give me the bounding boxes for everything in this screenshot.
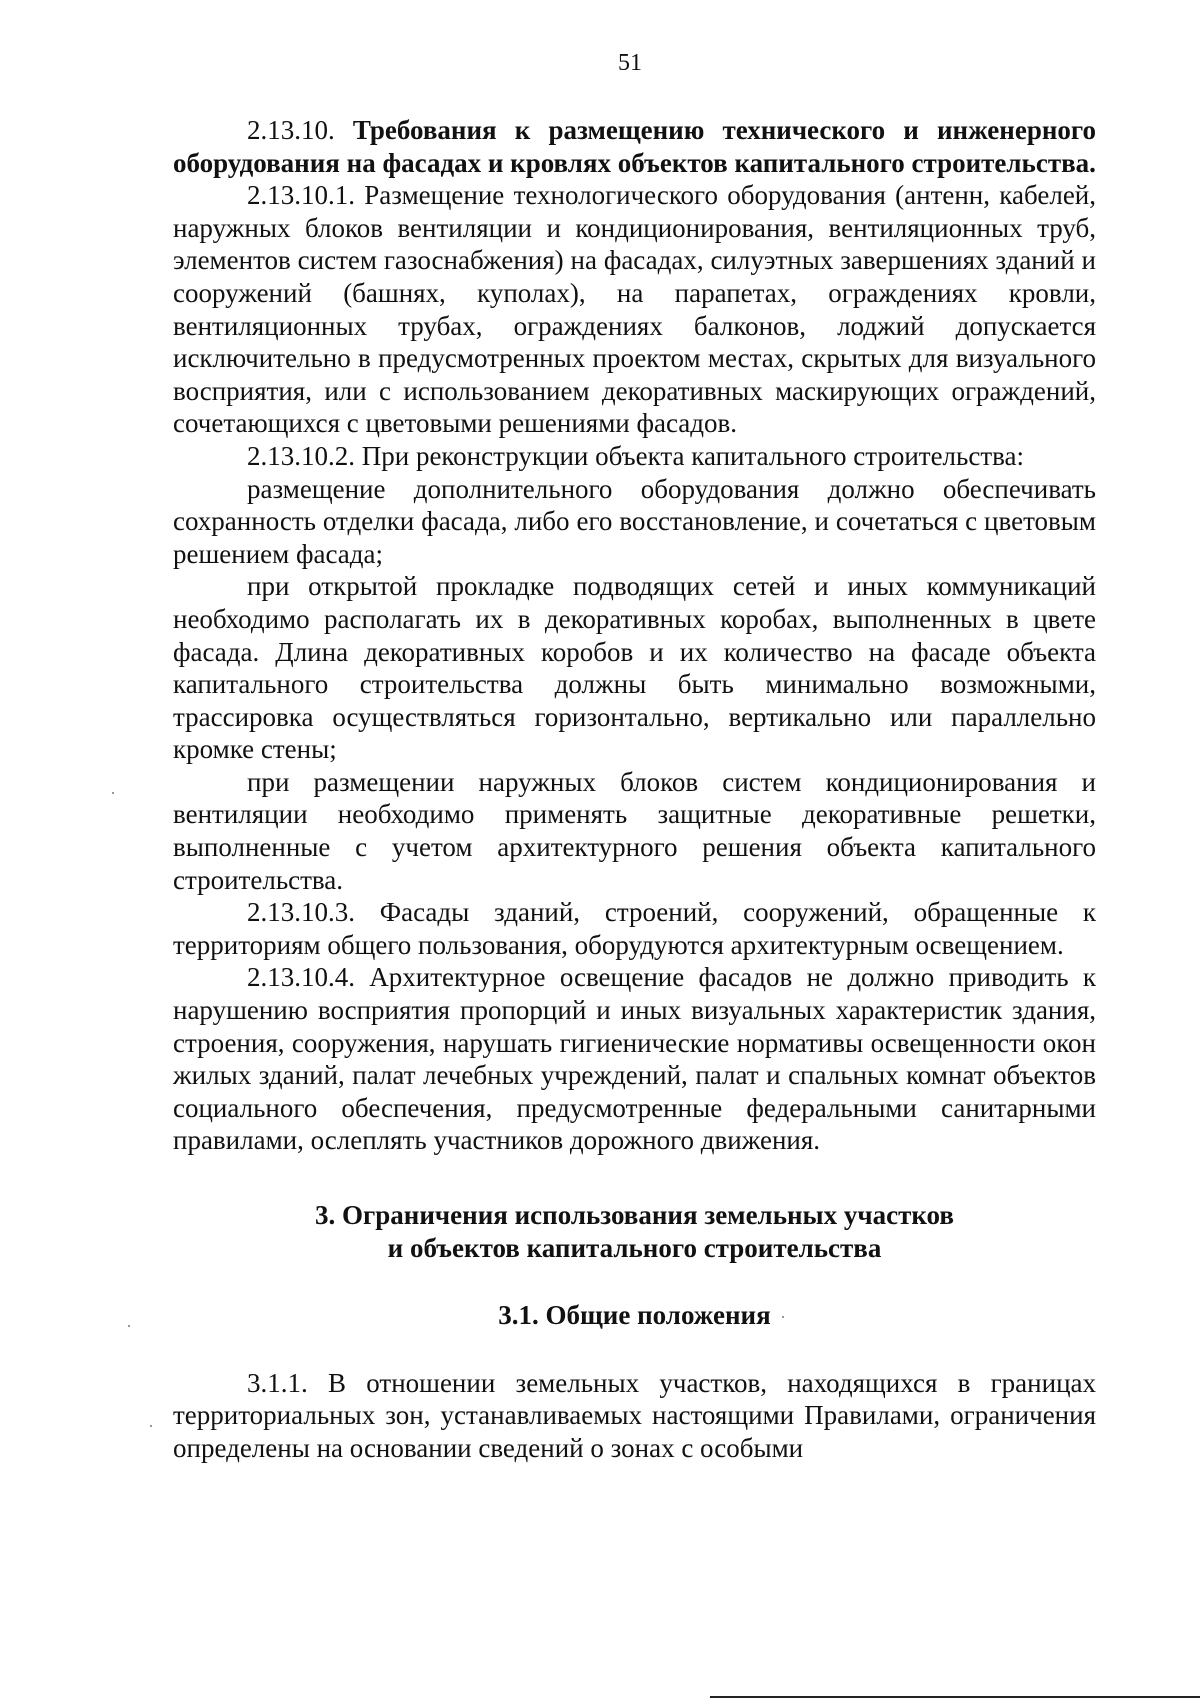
document-body — [173, 114, 1096, 1465]
page-number: 51 — [618, 50, 642, 76]
scan-speck — [150, 1425, 152, 1427]
section-3-heading — [173, 1199, 1096, 1264]
scan-speck — [112, 792, 114, 794]
section-2-13-10-number: 2.13.10. — [247, 115, 335, 145]
section-3-1-heading: 3.1. Общие положения — [498, 1300, 771, 1331]
paragraph-2-13-10-1: 2.13.10.1. Размещение технологического оборудования (антенн, кабелей, наружных блоков вентиляции и кондиционирования, вентиляционных труб, элементов систем газоснабжения) на фасадах, силуэтных завершениях зданий и сооружений (башнях, куполах), на парапетах, ограждениях кровли, вентиляционных трубах, ограждениях балконов, лоджий допускается исключительно в предусмотренных проектом местах, скрытых для визуального восприятия, или с использованием декоративных маскирующих ограждений, сочетающихся с цветовыми решениями фасадов. — [173, 180, 1096, 439]
page-bottom-rule — [710, 1696, 1200, 1698]
paragraph-2-13-10-2-item-3: при размещении наружных блоков систем кондиционирования и вентиляции необходимо применять защитные декоративные решетки, выполненные с учетом архитектурного решения объекта капитального строительства. — [173, 766, 1096, 895]
paragraph-3-1-1: 3.1.1. В отношении земельных участков, находящихся в границах территориальных зон, устанавливаемых настоящими Правилами, ограничения определены на основании сведений о зонах с особыми — [173, 1367, 1096, 1463]
section-3-title-line-2: и объектов капитального строительства — [387, 1232, 882, 1263]
section-3-title-line-1: 3. Ограничения использования земельных участков — [315, 1200, 954, 1230]
paragraph-2-13-10-2-item-2: при открытой прокладке подводящих сетей и иных коммуникаций необходимо располагать их в декоративных коробах, выполненных в цвете фасада. Длина декоративных коробов и их количество на фасаде объекта капитального строительства должны быть минимально возможными, трассировка осуществляться горизонтально, вертикально или параллельно кромке стены; — [173, 571, 1096, 765]
scan-speck — [782, 1316, 784, 1318]
section-2-13-10-title: Требования к размещению технического и инженерного оборудования на фасадах и кровлях объектов капитального строительства. — [173, 115, 1096, 178]
paragraph-2-13-10-4: 2.13.10.4. Архитектурное освещение фасадов не должно приводить к нарушению восприятия пропорций и иных визуальных характеристик здания, строения, сооружения, нарушать гигиенические нормативы освещенности окон жилых зданий, палат лечебных учреждений, палат и спальных комнат объектов социального обеспечения, предусмотренные федеральными санитарными правилами, ослеплять участников дорожного движения. — [173, 962, 1096, 1156]
paragraph-2-13-10-2-intro: 2.13.10.2. При реконструкции объекта капитального строительства: — [247, 440, 1025, 471]
paragraph-2-13-10-2-item-1: размещение дополнительного оборудования должно обеспечивать сохранность отделки фасада, либо его восстановление, и сочетаться с цветовым решением фасада; — [173, 473, 1096, 569]
section-2-13-10-heading — [173, 114, 1096, 179]
paragraph-2-13-10-3: 2.13.10.3. Фасады зданий, строений, сооружений, обращенные к территориям общего пользования, оборудуются архитектурным освещением. — [173, 897, 1096, 960]
scan-speck — [128, 1325, 130, 1327]
